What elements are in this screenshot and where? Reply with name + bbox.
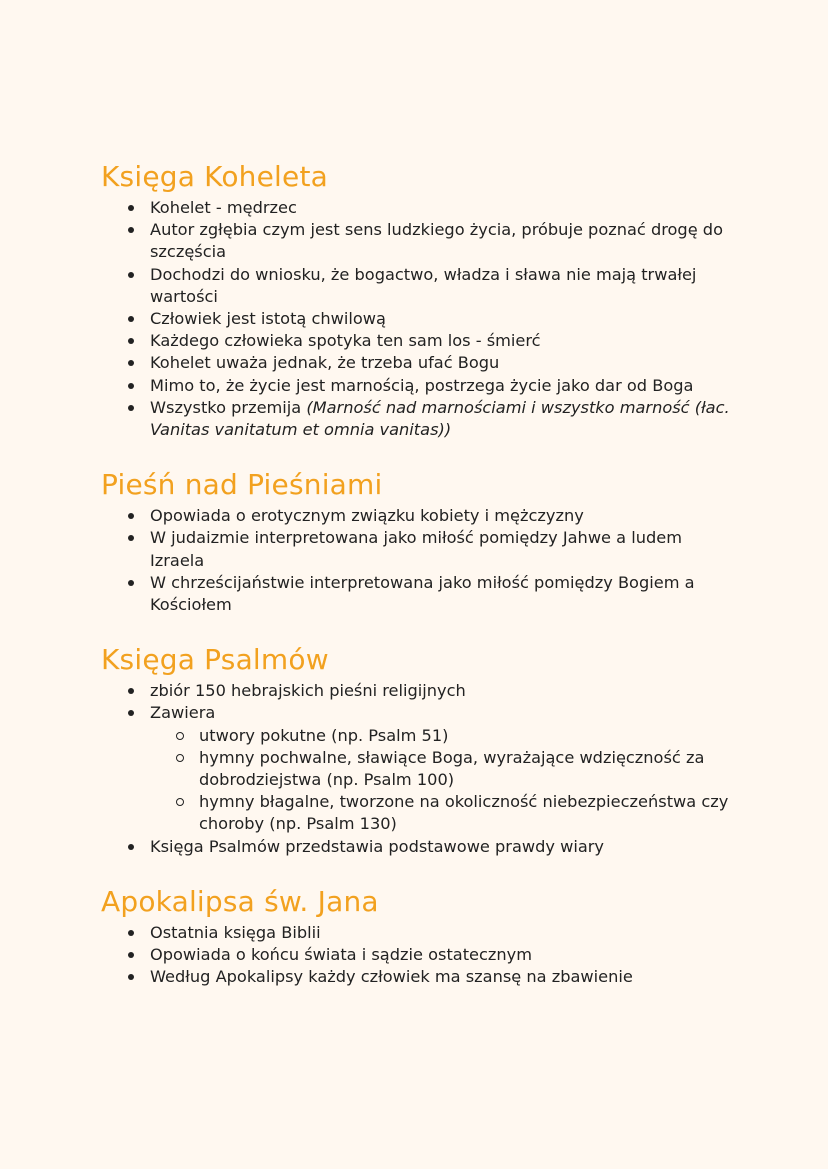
bullet-list (101, 197, 738, 441)
list-item: Opowiada o erotycznym związku kobiety i mężczyzny (101, 505, 738, 527)
item-text: Zawiera (150, 703, 216, 723)
sub-list-item: hymny błagalne, tworzone na okoliczność niebezpieczeństwa czy choroby (np. Psalm 130) (150, 791, 738, 835)
section-title: Apokalipsa św. Jana (101, 884, 379, 918)
list-item: Człowiek jest istotą chwilową (101, 308, 738, 330)
section-apokalipsa (101, 882, 738, 989)
list-item: Mimo to, że życie jest marnością, postrzega życie jako dar od Boga (101, 375, 738, 397)
list-item: Opowiada o końcu świata i sądzie ostatecznym (101, 944, 738, 966)
list-item (101, 702, 738, 835)
sub-list-item: hymny pochwalne, sławiące Boga, wyrażające wdzięczność za dobrodziejstwa (np. Psalm 100) (150, 747, 738, 791)
list-item: Kohelet uważa jednak, że trzeba ufać Bogu (101, 352, 738, 374)
list-item: W chrześcijaństwie interpretowana jako miłość pomiędzy Bogiem a Kościołem (101, 572, 738, 616)
section-title: Księga Psalmów (101, 643, 329, 677)
section-title: Księga Koheleta (101, 160, 328, 193)
list-item (101, 397, 738, 441)
list-item: Według Apokalipsy każdy człowiek ma szansę na zbawienie (101, 966, 738, 988)
list-item: Dochodzi do wniosku, że bogactwo, władza i sława nie mają trwałej wartości (101, 264, 738, 308)
section-title: Pieśń nad Pieśniami (101, 468, 383, 502)
list-item: Księga Psalmów przedstawia podstawowe prawdy wiary (101, 836, 738, 858)
bullet-list (101, 505, 738, 616)
bullet-list (101, 680, 738, 858)
section-piesn (101, 465, 738, 616)
section-kohelet (101, 157, 738, 441)
sub-list-item: utwory pokutne (np. Psalm 51) (150, 725, 738, 747)
list-item: Każdego człowieka spotyka ten sam los - śmierć (101, 330, 738, 352)
sub-bullet-list (150, 725, 738, 836)
list-item: W judaizmie interpretowana jako miłość pomiędzy Jahwe a ludem Izraela (101, 527, 738, 571)
list-item: zbiór 150 hebrajskich pieśni religijnych (101, 680, 738, 702)
section-psalmy (101, 640, 738, 858)
latin-quote: (Marność nad marnościami i wszystko marność (łac. Vanitas vanitatum et omnia vanitas)) (150, 397, 730, 440)
list-item: Ostatnia księga Biblii (101, 922, 738, 944)
item-text: Wszystko przemija (150, 397, 307, 417)
list-item: Kohelet - mędrzec (101, 197, 738, 219)
list-item: Autor zgłębia czym jest sens ludzkiego życia, próbuje poznać drogę do szczęścia (101, 219, 738, 263)
bullet-list (101, 922, 738, 989)
